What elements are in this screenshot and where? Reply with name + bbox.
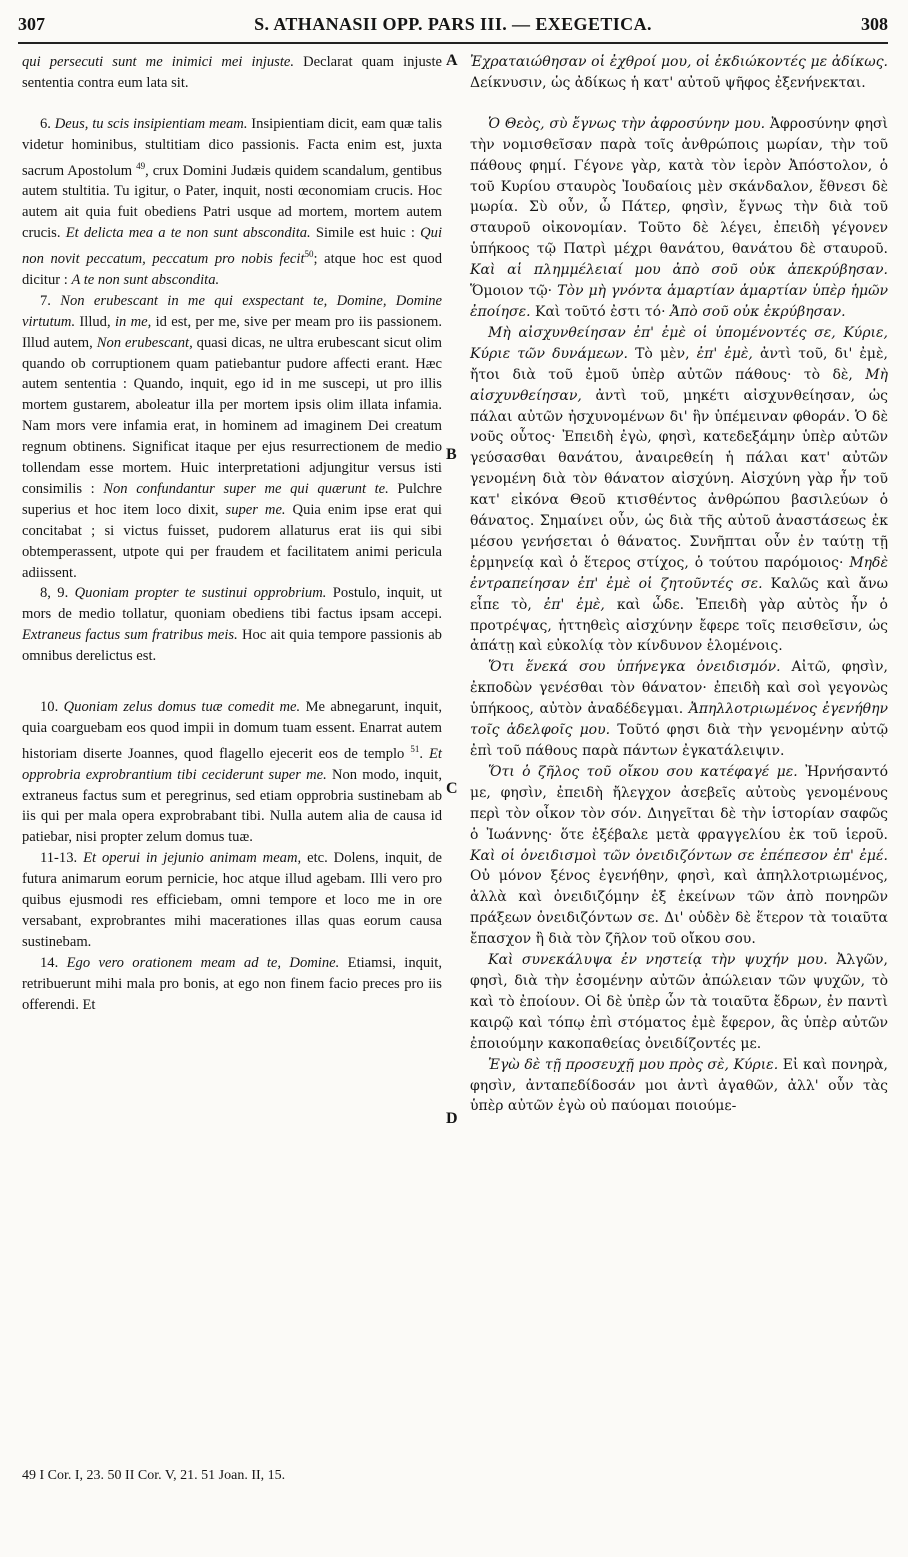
latin-column	[22, 52, 442, 1016]
greek-paragraph: Καὶ συνεκάλυψα ἐν νηστείᾳ τὴν ψυχήν μου. Ἀλγῶν, φησὶ, διὰ τὴν ἐσομένην αὐτῶν ἀπώλειαν τῶν ψυχῶν, τὸ καὶ τὸ ἐποίουν. Οἱ δὲ ὑπὲρ ὧν τὰ τοιαῦτα ἔδρων, ἐν παντὶ καιρῷ καὶ τόπῳ ἐπὶ στόματος ἐμὲ ἔφερον, ἃς ὑπὲρ αὐτῶν ἐποιούμην κακοπαθείας ὀνειδίζοντές με.	[470, 952, 888, 1052]
footnotes: 49 I Cor. I, 23. 50 II Cor. V, 21. 51 Joan. II, 15.	[22, 1468, 286, 1483]
greek-column	[470, 52, 888, 1117]
latin-paragraph: 10. Quoniam zelus domus tuæ comedit me. Me abnegarunt, inquit, quia coarguebam eos quod impii in domum tuam essent. Enarrat autem historiam diserte Joannes, quod flagello ejecerit eos de templo $^{51}$. Et opprobria exprobrantium tibi ceciderunt super me. Non modo, inquit, extraneus factus sum et peregrinus, sed etiam opprobria sustinebam ab iis qui per mala opera exprobrabant tibi. Nulla autem alia de causa id patiebar, nisi propter zelum domus tuæ.	[22, 699, 442, 846]
margin-marker-a: A	[446, 52, 458, 69]
page-header	[18, 14, 888, 40]
greek-paragraph: Ὅτι ἕνεκά σου ὑπήνεγκα ὀνειδισμόν. Αἰτῶ, φησὶν, ἐκποδὼν γενέσθαι τὸν θάνατον· ἐπειδὴ καὶ σοὶ γεγονὼς ὑπήκοος, αὐτὸν ἀναδέδεγμαι. Ἀπηλλοτριωμένος ἐγενήθην τοῖς ἀδελφοῖς μου. Τοῦτό φησι διὰ τὴν γενομένην αὐτῷ ἐπὶ τοῦ πάθους παρὰ πάντων ἐγκατάλειψιν.	[470, 659, 888, 759]
greek-paragraph: Ἐγὼ δὲ τῇ προσευχῇ μου πρὸς σὲ, Κύριε. Εἰ καὶ πονηρὰ, φησὶν, ἀνταπεδίδοσάν μοι ἀντὶ ἀγαθῶν, ἀλλ' οὖν τὰς ὑπὲρ αὐτῶν ἐγὼ οὐ παύομαι ποιούμε-	[470, 1056, 888, 1115]
margin-marker-d: D	[446, 1110, 458, 1127]
page-number-right: 308	[861, 14, 888, 34]
greek-paragraph: Ὁ Θεὸς, σὺ ἔγνως τὴν ἀφροσύνην μου. Ἀφροσύνην φησὶ τὴν νομισθεῖσαν παρὰ τοῖς ἀνθρώποις μωρίαν, τὴν τοῦ πάθους φημί. Γέγονε γὰρ, κατὰ τὸν ἱερὸν Ἀπόστολον, ὁ τοῦ Κυρίου σταυρὸς Ἰουδαίοις μὲν σκάνδαλον, ἔθνεσι δὲ μωρία. Σὺ οὖν, ὦ Πάτερ, φησὶν, ἔγνως τὴν διὰ τοῦ σταυροῦ οἰκονομίαν. Τοῦτο δὲ λέγει, ἐπειδὴ γέγονεν ὑπήκοος τῷ Πατρὶ μέχρι θανάτου, θανάτου δὲ σταυροῦ. Καὶ αἱ πλημμέλειαί μου ἀπὸ σοῦ οὐκ ἀπεκρύβησαν. Ὅμοιον τῷ· Τὸν μὴ γνόντα ἁμαρτίαν ἁμαρτίαν ὑπὲρ ἡμῶν ἐποίησε. Καὶ τοῦτό ἐστι τό· Ἀπὸ σοῦ οὐκ ἐκρύβησαν.	[470, 115, 888, 320]
running-title: S. ATHANASII OPP. PARS III. — EXEGETICA.	[254, 14, 652, 34]
latin-paragraph: 11-13. Et operui in jejunio animam meam, etc. Dolens, inquit, de futura animarum eorum pernicie, hoc atque illud agebam. Illi vero pro quibus ejusmodi res efficiebam, omni tempore et loco me in ore versabant, exprobrantes mihi macerationes illas quas eorum causa sustinebam.	[22, 850, 442, 950]
latin-paragraph: 6. Deus, tu scis insipientiam meam. Insipientiam dicit, eam quæ talis videtur hominibus, stultitiam dico passionis. Facta enim est, juxta sacrum Apostolum $^{49}$, crux Domini Judæis quidem scandalum, gentibus autem stultitia. Tu igitur, o Pater, inquit, nosti œconomiam crucis. Hoc autem ait quia fuit obediens Patri usque ad mortem, mortem autem crucis. Et delicta mea a te non sunt abscondita. Simile est huic : Qui non novit peccatum, peccatum pro nobis fecit$^{50}$; atque hoc est quod dicitur : A te non sunt abscondita.	[22, 115, 442, 288]
greek-paragraph: Μὴ αἰσχυνθείησαν ἐπ' ἐμὲ οἱ ὑπομένοντές σε, Κύριε, Κύριε τῶν δυνάμεων. Τὸ μὲν, ἐπ' ἐμὲ, ἀντὶ τοῦ, δι' ἐμὲ, ἤτοι διὰ τοῦ ἐμοῦ ὑπὲρ αὐτῶν πάθους· τὸ δὲ, Μὴ αἰσχυνθείησαν, ἀντὶ τοῦ, μηκέτι αἰσχυνθείησαν, ὡς πάλαι αὐτῶν ἠσχυνομένων δι' ἣν ὑπέμειναν φθοράν. Ὁ δὲ νοῦς οὗτος· Ἐπειδὴ ἐγὼ, φησὶ, κατεδεξάμην ὑπὲρ αὐτῶν γεύσασθαι θανάτου, ἀναιρεθείη ἡ πάλαι κατ' αὐτῶν γενομένη διὰ τὸν θάνατον αἰσχύνη. Αἰσχύνη γὰρ ἦν τοῦ κατ' εἰκόνα Θεοῦ κτισθέντος ἀνθρώπου βασιλεύων ὁ θάνατος. Σημαίνει οὖν, ὡς διὰ τῆς αὐτοῦ ἀναστάσεως ἐκ μέσου γενήσεται ὁ θάνατος. Συνῆπται οὖν ἐν ταύτῃ τῇ ἑρμηνείᾳ καὶ ὁ ἕτερος στίχος, ὁ τούτου παρόμοιος· Μηδὲ ἐντραπείησαν ἐπ' ἐμὲ οἱ ζητοῦντές σε. Καλῶς καὶ ἄνω εἶπε τὸ, ἐπ' ἐμὲ, καὶ ὧδε. Ἐπειδὴ γὰρ αὐτὸς ἦν ὁ προτρέψας, ἡττηθεὶς αἰσχύνην ἔφερε τοῖς πεισθεῖσιν, ὡς ἀπάτῃ καὶ εὐκολίᾳ τὸν κίνδυνον ἑλομένοις.	[470, 324, 888, 655]
latin-paragraph: 8, 9. Quoniam propter te sustinui opprobrium. Postulo, inquit, ut mors de medio tollatur, quoniam obediens tibi factus ipsam accepi. Extraneus factus sum fratribus meis. Hoc ait quia tempore passionis ab omnibus derelictus est.	[22, 585, 443, 665]
greek-paragraph: Ἐχραταιώθησαν οἱ ἐχθροί μου, οἱ ἐκδιώκοντές με ἀδίκως. Δείκνυσιν, ὡς ἀδίκως ἡ κατ' αὐτοῦ ψῆφος ἐξενήνεκται.	[470, 54, 888, 91]
latin-paragraph: 7. Non erubescant in me qui exspectant te, Domine, Domine virtutum. Illud, in me, id est, per me, sive per meam pro iis passionem. Illud autem, Non erubescant, quasi dicas, ne ultra erubescant sicut olim quando ob corruptionem quam patiebantur pudore affecti erant. Hæc autem sententia : Quando, inquit, ego id in me suscepi, ut pro illis mortem gustarem, aboleatur illa per mortem ipsis olim illata infamia. Nam mors vere infamia erat, in hominem ad imaginem Dei creatum regnum obtinens. Significat itaque per ejus resurrectionem de medio tollendam esse mortem. Huic interpretationi adjungitur versus isti consimilis : Non confundantur super me qui quærunt te. Pulchre superius et hoc item loco dixit, super me. Quia enim ipse erat qui concitabat ; si victus fuisset, pudorem allaturus erat iis qui sibi obtemperassent, utpote qui per fraudem et facilitatem animi pericula adiissent.	[22, 292, 443, 581]
margin-marker-b: B	[446, 446, 457, 463]
latin-paragraph: qui persecuti sunt me inimici mei injuste. Declarat quam injuste sententia contra eum lata sit.	[22, 54, 442, 91]
greek-paragraph: Ὅτι ὁ ζῆλος τοῦ οἴκου σου κατέφαγέ με. Ἠρνήσαντό με, φησὶν, ἐπειδὴ ἤλεγχον ἀσεβεῖς αὐτοὺς γενομένους περὶ τὸν οἶκον τὸν σόν. Διηγεῖται δὲ τὴν ἱστορίαν σαφῶς ὁ Ἰωάννης· ὅτε ἐξέβαλε μετὰ φραγγελίου ἐκ τοῦ ἱεροῦ. Καὶ οἱ ὀνειδισμοὶ τῶν ὀνειδιζόντων σε ἐπέπεσον ἐπ' ἐμέ. Οὐ μόνον ξένος ἐγενήθην, φησὶ, καὶ ἀπηλλοτριωμένος, ἀλλὰ καὶ ὀνειδιζόμην ἐξ ἐκείνων τῶν ἀπὸ πονηρῶν πράξεων ὀνειδιζόντων σε. Δι' οὐδὲν δὲ ἕτερον τὰ τοιαῦτα ἔπασχον ἢ διὰ τὸν ζῆλον τοῦ οἴκου σου.	[470, 763, 888, 948]
page-number-left: 307	[18, 14, 45, 34]
header-rule	[18, 42, 888, 44]
margin-marker-c: C	[446, 780, 458, 797]
latin-paragraph: 14. Ego vero orationem meam ad te, Domine. Etiamsi, inquit, retribuerunt mihi mala pro bonis, at ego non finem facio preces pro iis offerendi. Et	[22, 954, 442, 1013]
